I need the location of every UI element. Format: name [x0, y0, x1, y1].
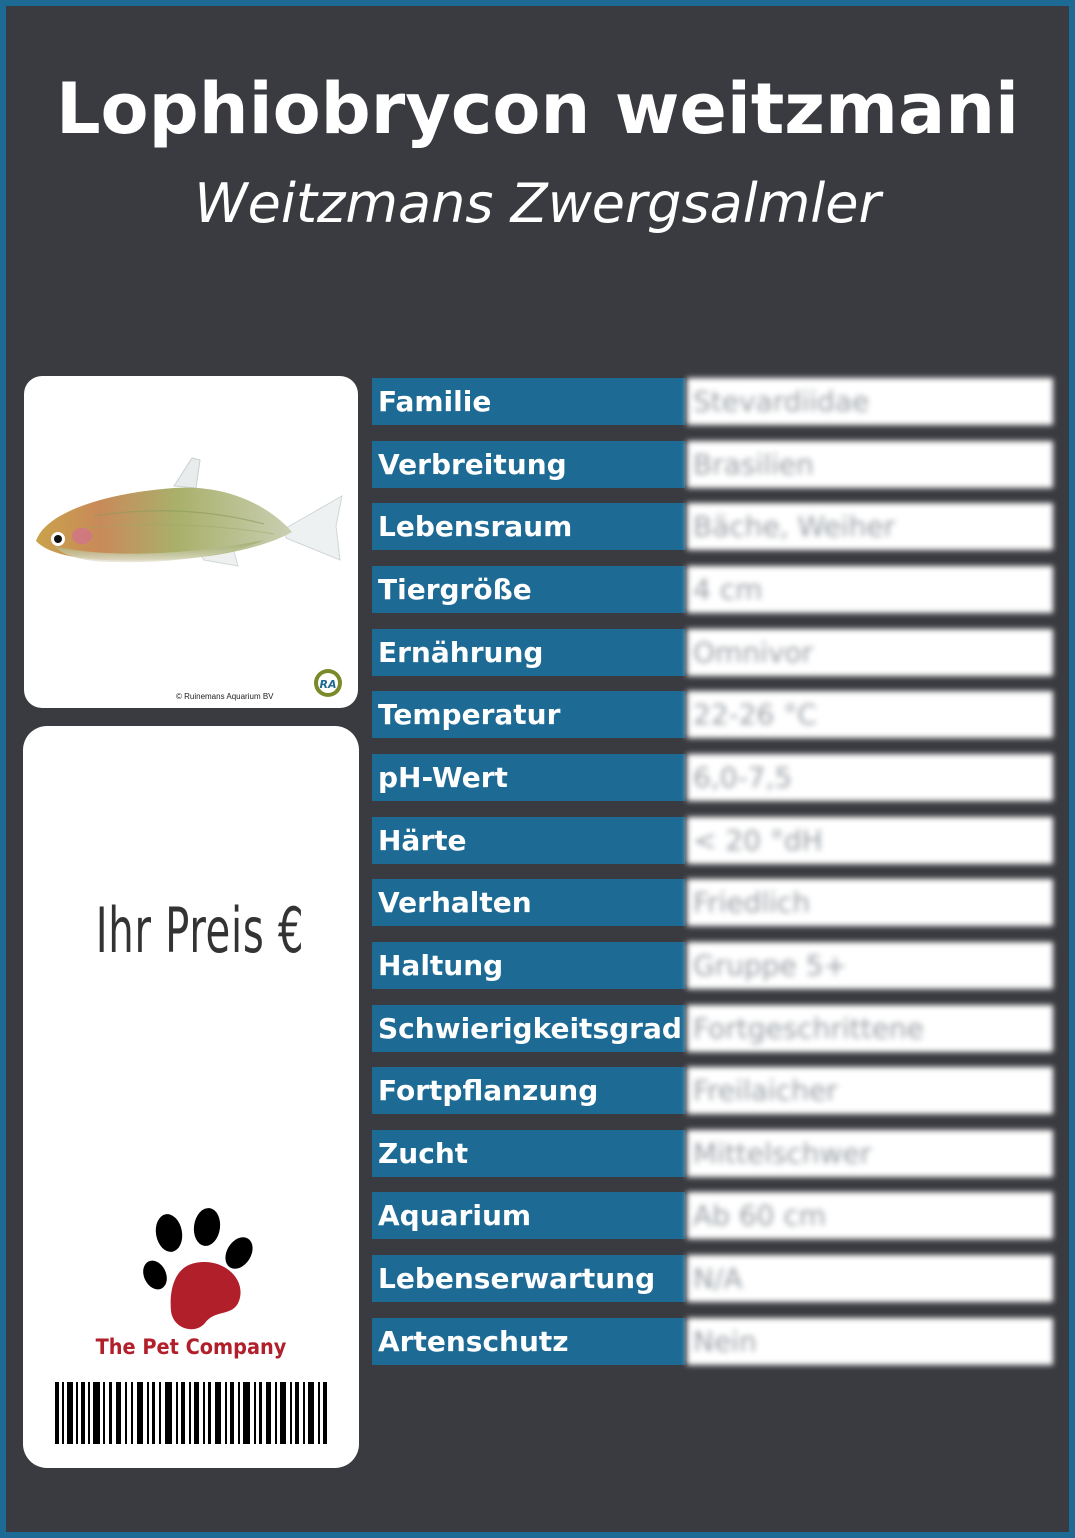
- table-row: [372, 942, 1053, 989]
- photo-credit: © Ruinemans Aquarium BV: [176, 692, 274, 701]
- table-row: [372, 503, 1053, 550]
- table-row: [372, 817, 1053, 864]
- table-row: [372, 566, 1053, 613]
- row-label: Lebenserwartung: [372, 1255, 685, 1302]
- barcode: [55, 1382, 331, 1444]
- row-label: Härte: [372, 817, 685, 864]
- row-value: Nein: [687, 1318, 1053, 1365]
- row-label: Ernährung: [372, 629, 685, 676]
- row-value: Fortgeschrittene: [687, 1005, 1053, 1052]
- row-value: Freilaicher: [687, 1067, 1053, 1114]
- row-value: Bäche, Weiher: [687, 503, 1053, 550]
- row-value: Omnivor: [687, 629, 1053, 676]
- table-row: [372, 378, 1053, 425]
- row-value: Gruppe 5+: [687, 942, 1053, 989]
- fish-image: [24, 376, 358, 708]
- table-row: [372, 754, 1053, 801]
- row-value: 6,0-7,5: [687, 754, 1053, 801]
- row-value: Friedlich: [687, 879, 1053, 926]
- row-label: Aquarium: [372, 1192, 685, 1239]
- table-row: [372, 1130, 1053, 1177]
- table-row: [372, 1067, 1053, 1114]
- row-label: pH-Wert: [372, 754, 685, 801]
- row-label: Haltung: [372, 942, 685, 989]
- row-label: Verhalten: [372, 879, 685, 926]
- table-row: [372, 1255, 1053, 1302]
- fish-photo-box: [24, 376, 358, 708]
- svg-text:RA: RA: [319, 678, 337, 691]
- row-label: Artenschutz: [372, 1318, 685, 1365]
- table-row: [372, 441, 1053, 488]
- price-label: Ihr Preis €: [95, 894, 305, 967]
- row-label: Fortpflanzung: [372, 1067, 685, 1114]
- table-row: [372, 629, 1053, 676]
- row-label: Schwierigkeitsgrad: [372, 1005, 685, 1052]
- row-label: Zucht: [372, 1130, 685, 1177]
- table-row: [372, 1005, 1053, 1052]
- row-value: Stevardiidae: [687, 378, 1053, 425]
- row-value: 22-26 °C: [687, 691, 1053, 738]
- table-row: [372, 1318, 1053, 1365]
- row-value: N/A: [687, 1255, 1053, 1302]
- row-value: Mittelschwer: [687, 1130, 1053, 1177]
- row-label: Tiergröße: [372, 566, 685, 613]
- row-label: Verbreitung: [372, 441, 685, 488]
- ra-logo: [314, 669, 342, 697]
- brand-name: The Pet Company: [95, 1335, 287, 1359]
- common-name-subtitle: Weitzmans Zwergsalmler: [194, 172, 881, 235]
- row-value: < 20 °dH: [687, 817, 1053, 864]
- paw-logo-icon: [135, 1205, 265, 1335]
- table-row: [372, 691, 1053, 738]
- table-row: [372, 879, 1053, 926]
- row-value: Brasilien: [687, 441, 1053, 488]
- row-value: 4 cm: [687, 566, 1053, 613]
- row-label: Lebensraum: [372, 503, 685, 550]
- row-label: Temperatur: [372, 691, 685, 738]
- table-row: [372, 1192, 1053, 1239]
- species-title: Lophiobrycon weitzmani: [55, 68, 1020, 150]
- row-label: Familie: [372, 378, 685, 425]
- row-value: Ab 60 cm: [687, 1192, 1053, 1239]
